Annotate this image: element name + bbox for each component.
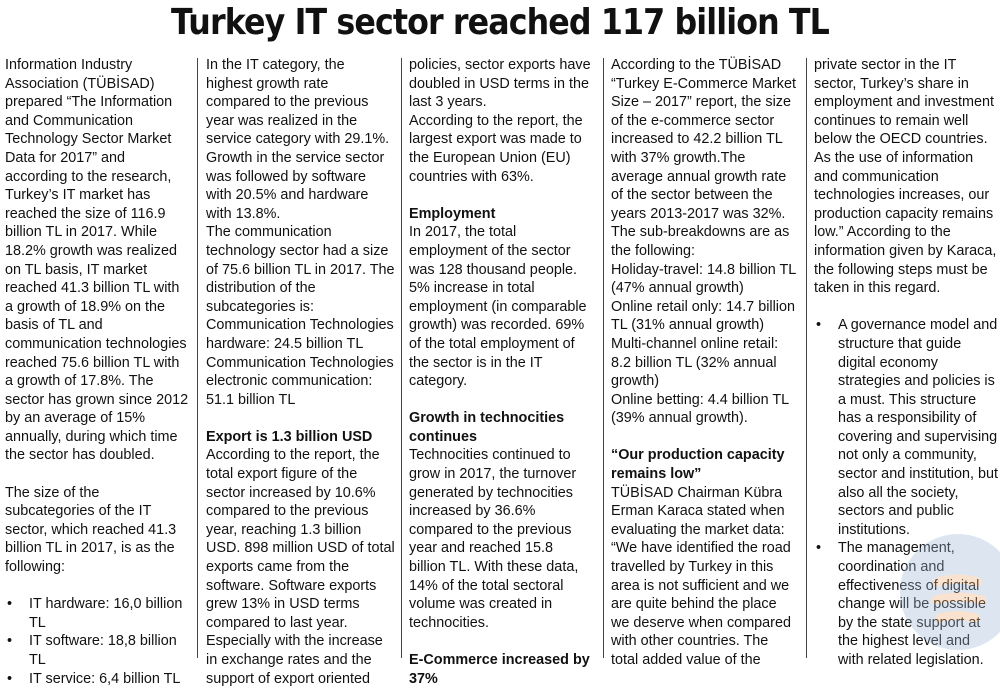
column-3 [409, 56, 593, 687]
paragraph: Online betting: 4.4 billion TL (39% annual growth). [611, 391, 789, 427]
paragraph: According to the report, the total export figure of the sector increased by 10.6% compared to the previous year, reaching 1.3 billion USD. 898 million USD of total exports came from the software. Software exports grew 13% in USD terms compared to last year. Especially with the increase in exchange rates and the support of export oriented [206, 447, 395, 687]
section-heading: Export is 1.3 billion USD [206, 428, 373, 445]
column-4 [611, 56, 797, 668]
list-item: • IT software: 18,8 billion TL [5, 632, 190, 669]
list-item: • IT hardware: 16,0 billion TL [5, 595, 190, 632]
paragraph: In 2017, the total employment of the sector was 128 thousand people. 5% increase in total employment (in comparable growth) was recorded. 69% of the total employment of the sector is in the IT category. [409, 224, 587, 390]
bullet-list [814, 316, 998, 669]
paragraph: Holiday-travel: 14.8 billion TL (47% annual growth) [611, 261, 796, 297]
paragraph: Technocities continued to grow in 2017, the turnover generated by technocities increased by 36.6% compared to the previous year and reached 15.8 billion TL. With these data, 14% of the total sectoral volume was created in technocities. [409, 447, 579, 631]
paragraph: The communication technology sector had a size of 75.6 billion TL in 2017. The distribution of the subcategories is: [206, 224, 395, 315]
list-item: • A governance model and structure that guide digital economy strategies and policies is a must. This structure has a responsibility of covering and supervising not only a community, sector and institution, but also all the society, sectors and public institutions. [814, 316, 998, 539]
paragraph: The size of the subcategories of the IT sector, which reached 41.3 billion TL in 2017, is as the following: [5, 484, 177, 576]
list-item: • The management, coordination and effectiveness of digital change will be possible by the state support at the highest level and with related legislation. [814, 539, 998, 669]
paragraph: The sub-breakdowns are as the following: [611, 224, 790, 259]
section-heading: E-Commerce increased by 37% [409, 652, 590, 687]
paragraph: In the IT category, the highest growth rate compared to the previous year was realized in the service category with 29.1%. Growth in the service sector was followed by software with 20.5% and hardware with 13.8%. [206, 57, 390, 222]
paragraph: TÜBİSAD Chairman Kübra Erman Karaca stated when evaluating the market data: “We have identified the road travelled by Turkey in this area is not sufficient and we are quite behind the place we deserve when compared with other countries. The total added value of the [611, 484, 791, 668]
paragraph: According to the report, the largest export was made to the European Union (EU) countries with 63%. [409, 112, 583, 185]
column-1 [5, 56, 190, 687]
column-rule [197, 58, 198, 658]
paragraph: Online retail only: 14.7 billion TL (31% annual growth) [611, 298, 795, 334]
bullet-list [5, 595, 190, 688]
paragraph: According to the TÜBİSAD “Turkey E-Commerce Market Size – 2017” report, the size of the e-commerce sector increased to 42.2 billion TL with 37% growth.The average annual growth rate of the sector between the years 2013-2017 was 32%. [611, 57, 796, 222]
paragraph: Communication Technologies electronic communication: 51.1 billion TL [206, 354, 394, 408]
paragraph: Communication Technologies hardware: 24.5 billion TL [206, 317, 394, 352]
section-heading: Growth in technocities continues [409, 410, 565, 445]
section-heading: Employment [409, 205, 496, 222]
list-item: • IT service: 6,4 billion TL [5, 670, 190, 688]
paragraph: Information Industry Association (TÜBİSAD) prepared “The Information and Communication Technology Sector Market Data for 2017” and according to the research, Turkey’s IT market has reached the size of 116.9 billion TL in 2017. While 18.2% growth was realized on TL basis, IT market reached 41.3 billion TL with a growth of 18.9% on the basis of TL and communication technologies reached 75.6 billion TL with a growth of 17.8%. The sector has grown since 2012 by an average of 15% annually, during which time the sector has doubled. [5, 57, 189, 464]
paragraph: policies, sector exports have doubled in USD terms in the last 3 years. [409, 57, 591, 111]
headline: Turkey IT sector reached 117 billion TL [171, 2, 829, 43]
paragraph: Multi-channel online retail: 8.2 billion TL (32% annual growth) [611, 335, 779, 390]
section-heading: “Our production capacity remains low” [611, 447, 785, 483]
column-rule [806, 58, 807, 658]
column-rule [401, 58, 402, 658]
column-rule [603, 58, 604, 658]
paragraph: private sector in the IT sector, Turkey’s share in employment and investment continues to remain well below the OECD countries. As the use of information and communication technologies increases, our production capacity remains low.” According to the information given by Karaca, the following steps must be taken in this regard. [814, 57, 997, 297]
column-5 [814, 56, 998, 668]
column-2 [206, 56, 395, 687]
